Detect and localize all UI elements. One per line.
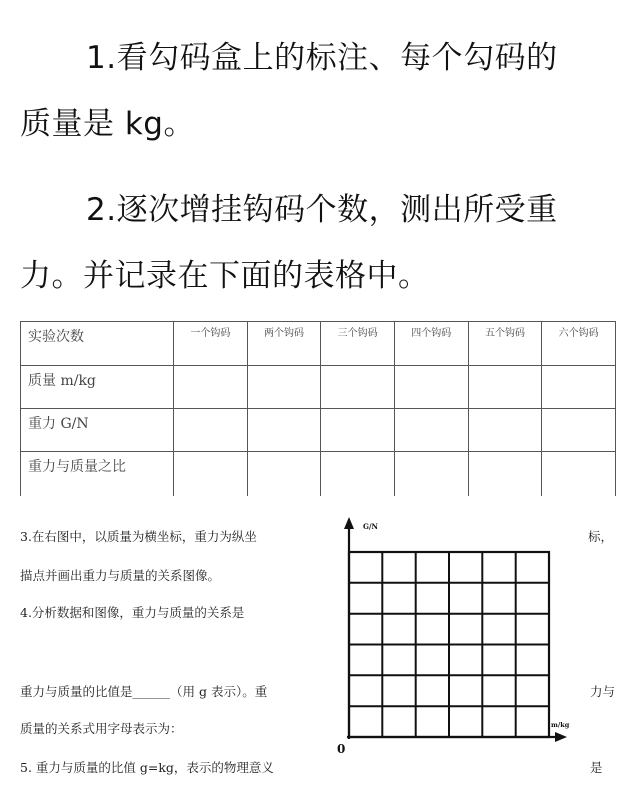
question-4-line3: 质量的关系式用字母表示为： [20,721,183,736]
instruction-2-line2: 力。并记录在下面的表格中。 [20,258,430,294]
table-cell[interactable] [321,409,395,452]
col-2-weights: 两个钩码 [247,322,321,366]
question-3-line2: 描点并画出重力与质量的关系图像。 [20,568,221,583]
question-4-line2-end: 力与 [590,684,616,699]
graph-grid [349,552,549,737]
origin-label: 0 [337,742,346,756]
table-cell[interactable] [321,366,395,409]
table-cell[interactable] [468,366,542,409]
table-row [21,409,616,452]
col-4-weights: 四个钩码 [394,322,468,366]
question-4-line1: 4.分析数据和图像，重力与质量的关系是 [20,605,245,620]
x-axis-arrow [555,732,567,742]
gravity-mass-graph [333,515,573,760]
table-cell[interactable] [174,366,248,409]
table-cell[interactable] [321,452,395,496]
table-cell[interactable] [468,452,542,496]
col-1-weight: 一个钩码 [174,322,248,366]
table-cell[interactable] [542,452,616,496]
question-3-line1-end: 标， [588,529,614,544]
col-5-weights: 五个钩码 [468,322,542,366]
table-cell[interactable] [394,452,468,496]
table-cell[interactable] [247,409,321,452]
table-row [21,366,616,409]
table-cell[interactable] [247,366,321,409]
question-3-line1: 3.在右图中，以质量为横坐标，重力为纵坐 [20,529,257,544]
question-5-line1: 5. 重力与质量的比值 g=kg，表示的物理意义 [20,760,274,775]
table-cell[interactable] [542,409,616,452]
data-table [20,321,616,496]
question-5-line1-end: 是 [590,760,603,775]
table-cell[interactable] [394,366,468,409]
instruction-2 [20,177,620,309]
instruction-2-line1: 2.逐次增挂钩码个数，测出所受重 [86,192,558,228]
table-cell[interactable] [394,409,468,452]
y-axis-arrow [344,517,354,529]
row-gravity-label: 重力 G/N [21,409,174,452]
row-mass-label: 质量 m/kg [21,366,174,409]
row-ratio-label: 重力与质量之比 [21,452,174,496]
table-header-row [21,322,616,366]
table-corner-cell: 实验次数 [21,322,174,366]
table-cell[interactable] [542,366,616,409]
table-row [21,452,616,496]
instruction-1-line1: 1.看勾码盒上的标注、每个勾码的 [86,40,558,76]
table-cell[interactable] [468,409,542,452]
instruction-1 [20,25,620,157]
table-cell[interactable] [174,452,248,496]
table-cell[interactable] [247,452,321,496]
question-4-line2: 重力与质量的比值是______（用 g 表示）。重 [20,684,268,699]
instruction-1-line2: 质量是 kg。 [20,106,195,142]
col-3-weights: 三个钩码 [321,322,395,366]
x-axis-label: m/kg [551,721,570,729]
table-cell[interactable] [174,409,248,452]
col-6-weights: 六个钩码 [542,322,616,366]
y-axis-label: G/N [363,522,378,531]
